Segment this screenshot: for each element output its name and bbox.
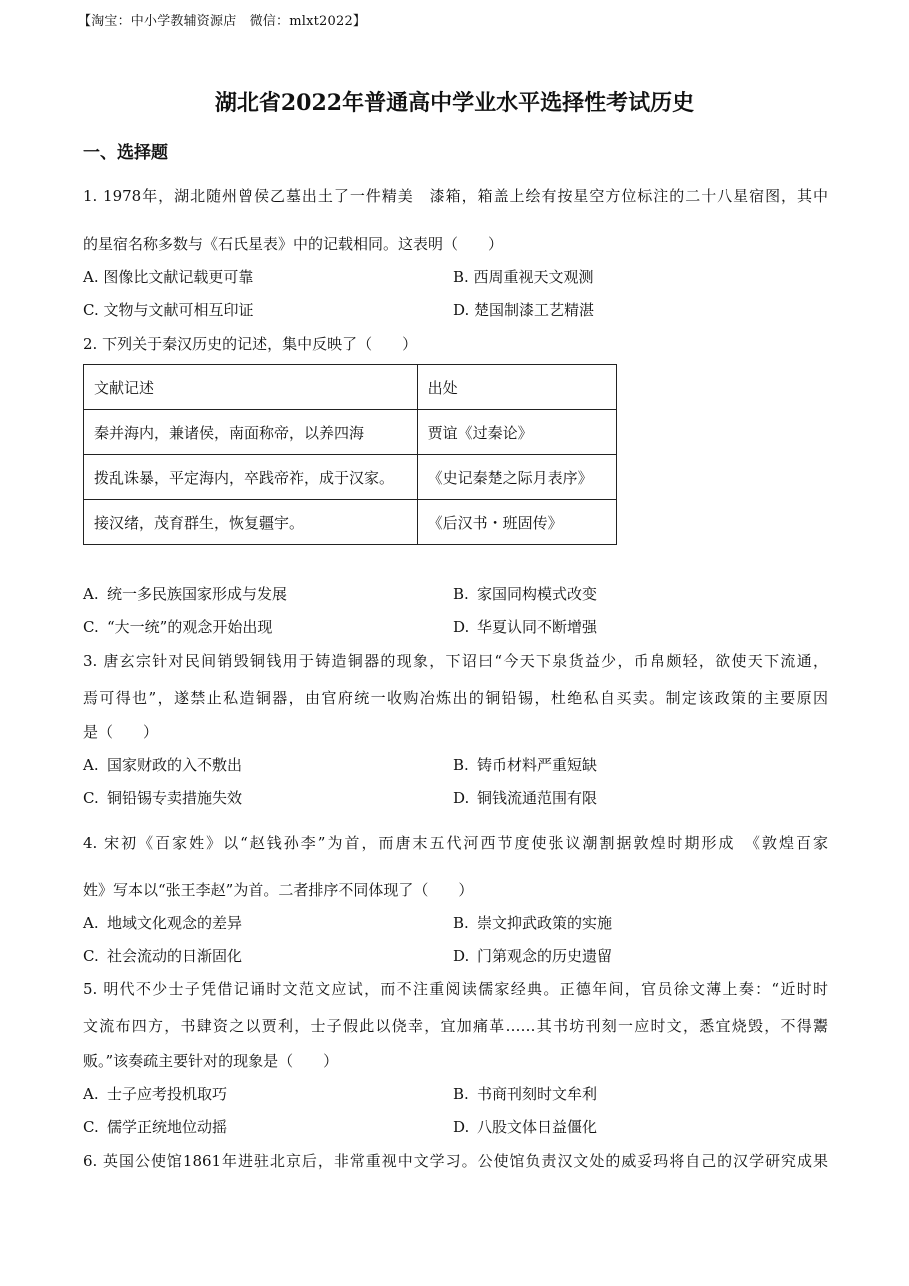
table-cell: 《后汉书・班固传》 xyxy=(417,500,616,545)
question-4-option-b xyxy=(453,912,612,933)
question-3-line-3: 是（ ） xyxy=(83,723,159,741)
question-1-option-c: C. 文物与文献可相互印证 xyxy=(83,301,254,319)
option-letter: A. xyxy=(83,914,99,932)
question-1-option-d: D. 楚国制漆工艺精湛 xyxy=(453,301,595,319)
option-letter: B. xyxy=(453,914,469,932)
question-2-option-b xyxy=(453,583,597,604)
question-3-option-d xyxy=(453,787,597,808)
question-3-option-c xyxy=(83,787,242,808)
table-row xyxy=(84,410,617,455)
question-5-option-a xyxy=(83,1083,227,1104)
section-heading: 一、选择题 xyxy=(83,143,168,163)
option-letter: A. xyxy=(83,756,99,774)
option-text: 国家财政的入不敷出 xyxy=(107,756,243,774)
question-5-line-1: 5. 明代不少士子凭借记诵时文范文应试，而不注重阅读儒家经典。正德年间，官员徐文薄上奏：“近时时 xyxy=(83,980,828,998)
question-5-option-b xyxy=(453,1083,597,1104)
question-3-option-a xyxy=(83,754,242,775)
question-2-option-c xyxy=(83,616,272,637)
option-text: “大一统”的观念开始出现 xyxy=(107,618,273,636)
option-text: 八股文体日益僵化 xyxy=(477,1118,598,1136)
option-letter: C. xyxy=(83,947,99,965)
table-header-cell: 文献记述 xyxy=(84,365,418,410)
question-2-option-d xyxy=(453,616,597,637)
question-5-option-d xyxy=(453,1116,597,1137)
question-2-option-a xyxy=(83,583,287,604)
option-letter: C. xyxy=(83,618,99,636)
question-4-line-1: 4. 宋初《百家姓》以“赵钱孙李”为首，而唐末五代河西节度使张议潮割据敦煌时期形成 《敦煌百家 xyxy=(83,834,828,852)
question-1-option-a: A. 图像比文献记载更可靠 xyxy=(83,268,254,286)
question-5-line-3: 贩。”该奏疏主要针对的现象是（ ） xyxy=(83,1052,339,1070)
table-cell: 秦并海内，兼诸侯，南面称帝，以养四海 xyxy=(84,410,418,455)
option-text: 地域文化观念的差异 xyxy=(107,914,243,932)
option-text: 士子应考投机取巧 xyxy=(107,1085,228,1103)
table-header-row xyxy=(84,365,617,410)
option-letter: D. xyxy=(453,618,470,636)
question-4-option-c xyxy=(83,945,242,966)
question-4-line-2: 姓》写本以“张王李赵”为首。二者排序不同体现了（ ） xyxy=(83,881,474,899)
option-text: 儒学正统地位动摇 xyxy=(107,1118,228,1136)
table-cell: 接汉绪，茂育群生，恢复疆宇。 xyxy=(84,500,418,545)
question-1-option-b: B. 西周重视天文观测 xyxy=(453,268,594,286)
option-text: 华夏认同不断增强 xyxy=(477,618,598,636)
question-1-line-2: 的星宿名称多数与《石氏星表》中的记载相同。这表明（ ） xyxy=(83,235,504,253)
option-text: 统一多民族国家形成与发展 xyxy=(107,585,288,603)
header-note: 【淘宝：中小学教辅资源店 微信：mlxt2022】 xyxy=(78,14,367,29)
option-letter: D. xyxy=(453,789,470,807)
option-letter: A. xyxy=(83,585,99,603)
option-letter: D. xyxy=(453,947,470,965)
table-row xyxy=(84,455,617,500)
records-table xyxy=(83,364,617,545)
question-2-line-1: 2. 下列关于秦汉历史的记述，集中反映了（ ） xyxy=(83,335,418,353)
option-letter: A. xyxy=(83,1085,99,1103)
option-text: 铜铅锡专卖措施失效 xyxy=(107,789,243,807)
table-cell: 拨乱诛暴，平定海内，卒践帝祚，成于汉家。 xyxy=(84,455,418,500)
table-row xyxy=(84,500,617,545)
option-text: 铸币材料严重短缺 xyxy=(477,756,598,774)
table-header-cell: 出处 xyxy=(417,365,616,410)
option-text: 书商刊刻时文牟利 xyxy=(477,1085,598,1103)
option-text: 崇文抑武政策的实施 xyxy=(477,914,613,932)
option-text: 家国同构模式改变 xyxy=(477,585,598,603)
option-letter: C. xyxy=(83,789,99,807)
question-4-option-d xyxy=(453,945,612,966)
option-letter: B. xyxy=(453,1085,469,1103)
option-text: 社会流动的日渐固化 xyxy=(107,947,243,965)
page-title: 湖北省2022年普通高中学业水平选择性考试历史 xyxy=(214,90,695,116)
question-1-line-1: 1. 1978年，湖北随州曾侯乙墓出土了一件精美 漆箱，箱盖上绘有按星空方位标注的二十八星宿图，其中 xyxy=(83,187,828,205)
option-text: 门第观念的历史遗留 xyxy=(477,947,613,965)
option-letter: B. xyxy=(453,585,469,603)
option-letter: C. xyxy=(83,1118,99,1136)
question-5-option-c xyxy=(83,1116,227,1137)
question-3-line-2: 焉可得也”，遂禁止私造铜器，由官府统一收购冶炼出的铜铅锡，杜绝私自买卖。制定该政策的主要原因 xyxy=(83,689,828,707)
question-5-line-2: 文流布四方，书肆资之以贾利，士子假此以侥幸，宜加痛革……其书坊刊刻一应时文，悉宜烧毁，不得鬻 xyxy=(83,1017,828,1035)
table-cell: 贾谊《过秦论》 xyxy=(417,410,616,455)
question-3-line-1: 3. 唐玄宗针对民间销毁铜钱用于铸造铜器的现象，下诏曰“今天下泉货益少，币帛颇轻，欲使天下流通， xyxy=(83,652,828,670)
table-cell: 《史记秦楚之际月表序》 xyxy=(417,455,616,500)
option-letter: D. xyxy=(453,1118,470,1136)
question-4-option-a xyxy=(83,912,242,933)
option-text: 铜钱流通范围有限 xyxy=(477,789,598,807)
option-letter: B. xyxy=(453,756,469,774)
question-6-line-1: 6. 英国公使馆1861年进驻北京后，非常重视中文学习。公使馆负责汉文处的威妥玛将自己的汉学研究成果 xyxy=(83,1152,828,1170)
question-3-option-b xyxy=(453,754,597,775)
